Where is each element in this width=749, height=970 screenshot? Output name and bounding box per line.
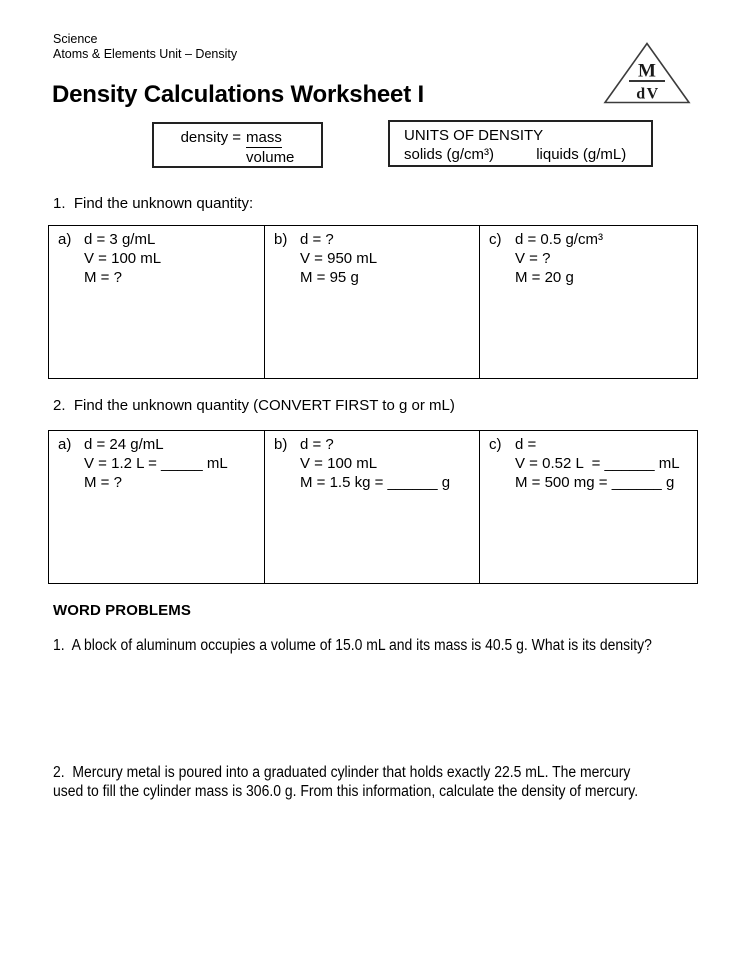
cell-line: V = ? [515, 250, 551, 267]
triangle-numerator: M [638, 60, 656, 82]
table1-cell-b [265, 226, 480, 378]
word-problem-1-text: 1. A block of aluminum occupies a volume of 15.0 mL and its mass is 40.5 g. What is its density? [53, 637, 652, 654]
table2-cell-b [265, 431, 480, 583]
triangle-denominator: dV [636, 85, 660, 103]
cell-line: d = ? [300, 436, 334, 453]
density-formula-box [152, 122, 323, 168]
cell-line: M = ? [84, 474, 122, 491]
cell-line: V = 100 mL [300, 455, 378, 472]
cell-line: M = ? [84, 269, 122, 286]
word-problem-2-line: 2. Mercury metal is poured into a graduated cylinder that holds exactly 22.5 mL. The mercury [53, 764, 631, 781]
cell-lines [515, 435, 680, 492]
table1-cell-c [480, 226, 697, 378]
problems-table-1 [48, 225, 698, 379]
formula-numerator: mass [246, 129, 282, 146]
cell-line: V = 950 mL [300, 250, 378, 267]
word-problems-heading: WORD PROBLEMS [53, 602, 191, 619]
cell-line: d = 0.5 g/cm³ [515, 231, 603, 248]
table2-cell-c [480, 431, 697, 583]
course-name: Science [53, 32, 98, 46]
cell-line: d = 24 g/mL [84, 436, 164, 453]
section1-heading: 1. Find the unknown quantity: [53, 195, 254, 212]
formula-fraction [246, 128, 294, 166]
cell-label: c) [489, 436, 502, 453]
cell-label: b) [274, 231, 288, 248]
formula-prefix: density = [180, 129, 242, 146]
cell-line: d = [515, 436, 537, 453]
cell-line: V = 1.2 L = _____ mL [84, 455, 228, 472]
cell-lines [84, 435, 228, 492]
cell-label: b) [274, 436, 288, 453]
cell-line: M = 500 mg = ______ g [515, 474, 675, 491]
page-title: Density Calculations Worksheet I [52, 81, 424, 108]
units-solids: solids (g/cm³) [404, 146, 495, 163]
units-box-title: UNITS OF DENSITY [404, 127, 544, 144]
word-problem-2 [53, 763, 638, 801]
cell-lines [84, 230, 161, 287]
table1-cell-a [49, 226, 265, 378]
cell-label: a) [58, 231, 72, 248]
cell-line: V = 0.52 L = ______ mL [515, 455, 680, 472]
cell-lines [300, 230, 377, 287]
table2-cell-a [49, 431, 265, 583]
cell-line: M = 1.5 kg = ______ g [300, 474, 451, 491]
course-block [53, 32, 237, 62]
cell-line: d = 3 g/mL [84, 231, 156, 248]
cell-line: V = 100 mL [84, 250, 162, 267]
cell-label: a) [58, 436, 72, 453]
cell-label: c) [489, 231, 502, 248]
cell-line: M = 95 g [300, 269, 359, 286]
units-liquids: liquids (g/mL) [536, 146, 627, 163]
problems-table-2 [48, 430, 698, 584]
word-problem-1 [53, 636, 652, 655]
cell-lines [300, 435, 450, 492]
cell-lines [515, 230, 603, 287]
units-box-row [404, 145, 651, 164]
cell-line: d = ? [300, 231, 334, 248]
word-problem-2-line: used to fill the cylinder mass is 306.0 g. From this information, calculate the density of mercury. [53, 783, 639, 800]
cell-line: M = 20 g [515, 269, 574, 286]
density-triangle-icon [603, 42, 691, 104]
units-of-density-box [388, 120, 653, 167]
unit-name: Atoms & Elements Unit – Density [53, 47, 238, 61]
formula-denominator: volume [246, 149, 295, 166]
section2-heading: 2. Find the unknown quantity (CONVERT FIRST to g or mL) [53, 397, 455, 414]
